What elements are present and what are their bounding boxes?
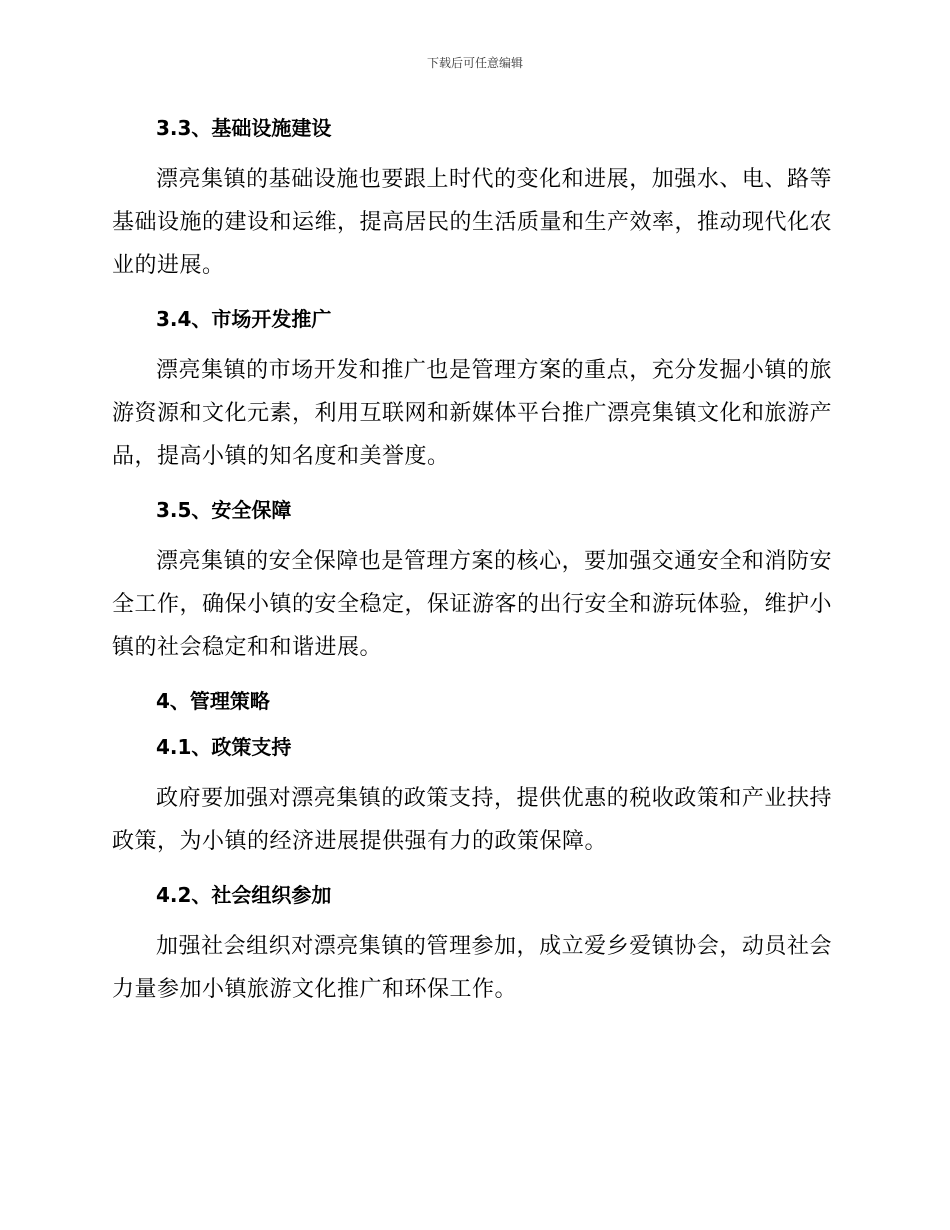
section-heading-4-1: 4.1、政策支持 [156,735,292,759]
section-body-4-1: 政府要加强对漂亮集镇的政策支持，提供优惠的税收政策和产业扶持政策，为小镇的经济进展提供强有力的政策保障。 [112,786,832,854]
page-header-note: 下载后可任意编辑 [426,56,523,70]
section-body-3-5: 漂亮集镇的安全保障也是管理方案的核心，要加强交通安全和消防安全工作，确保小镇的安全稳定，保证游客的出行安全和游玩体验，维护小镇的社会稳定和和谐进展。 [112,549,833,660]
document-body [112,108,832,1023]
section-heading-3-4: 3.4、市场开发推广 [156,307,332,331]
section-heading-4-2: 4.2、社会组织参加 [156,883,332,907]
section-body-3-4: 漂亮集镇的市场开发和推广也是管理方案的重点，充分发掘小镇的旅游资源和文化元素，利用互联网和新媒体平台推广漂亮集镇文化和旅游产品，提高小镇的知名度和美誉度。 [112,358,833,469]
section-heading-3-3: 3.3、基础设施建设 [156,116,332,140]
section-heading-3-5: 3.5、安全保障 [156,498,292,522]
section-heading-4: 4、管理策略 [156,689,270,713]
section-body-4-2: 加强社会组织对漂亮集镇的管理参加，成立爱乡爱镇协会，动员社会力量参加小镇旅游文化推广和环保工作。 [112,934,832,1002]
section-body-3-3: 漂亮集镇的基础设施也要跟上时代的变化和进展，加强水、电、路等基础设施的建设和运维，提高居民的生活质量和生产效率，推动现代化农业的进展。 [112,167,833,278]
